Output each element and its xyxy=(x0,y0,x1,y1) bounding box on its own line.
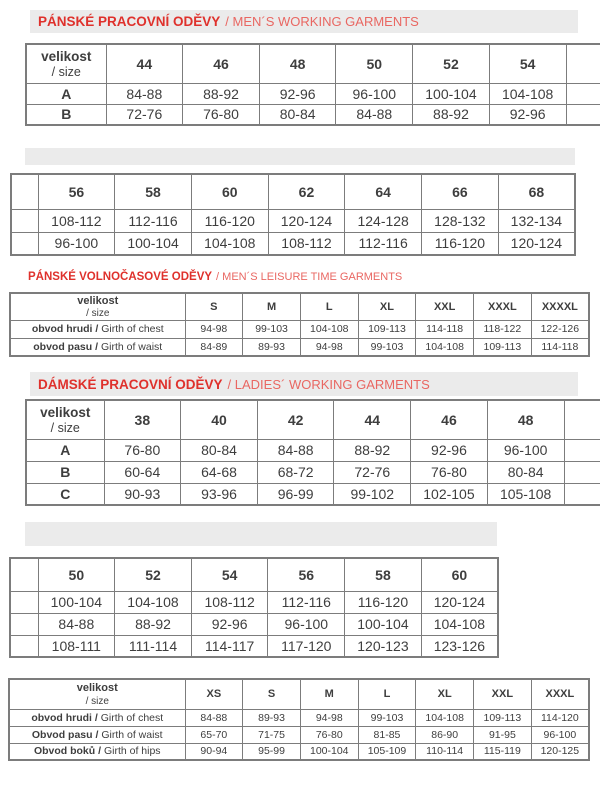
row-label-english: Girth of waist xyxy=(98,728,163,741)
table-cell: 118-122 xyxy=(474,320,532,338)
table-cell: 120-123 xyxy=(345,635,422,657)
table-cell: 88-92 xyxy=(334,439,411,461)
table-cell: XS xyxy=(185,679,243,709)
table-cell: 108-112 xyxy=(268,232,345,255)
table-cell: XXL xyxy=(416,293,474,320)
row-label xyxy=(10,338,185,356)
table-cell: 94-98 xyxy=(300,338,358,356)
row-label: B xyxy=(26,461,104,483)
table-cell: 109-113 xyxy=(474,338,532,356)
table-cell: 76-80 xyxy=(183,104,260,125)
table-cell: 88-92 xyxy=(413,104,490,125)
clipped-cell xyxy=(10,558,38,591)
table-cell: 58 xyxy=(115,174,192,209)
table-cell: 62 xyxy=(268,174,345,209)
table-cell: 100-104 xyxy=(38,591,115,613)
size-header-row xyxy=(26,400,600,439)
table-cell: 60 xyxy=(421,558,498,591)
table-cell: 104-108 xyxy=(300,320,358,338)
table-cell: 76-80 xyxy=(104,439,181,461)
ladies-working-table-part2 xyxy=(9,557,499,658)
ladies-working-table-part1-clip xyxy=(25,399,600,512)
table-cell: 95-99 xyxy=(243,743,301,760)
ladies-working-table-part1 xyxy=(25,399,600,506)
measurement-row-A xyxy=(26,439,600,461)
table-cell: 84-88 xyxy=(185,709,243,726)
table-cell: 104-108 xyxy=(191,232,268,255)
table-cell: 64-68 xyxy=(181,461,258,483)
table-cell: 65-70 xyxy=(185,726,243,743)
table-cell: 114-120 xyxy=(531,709,589,726)
table-cell: 108-111 xyxy=(38,635,115,657)
mens-leisure-table xyxy=(9,292,590,357)
table-cell: 46 xyxy=(411,400,488,439)
table-cell: 48 xyxy=(487,400,564,439)
table-cell: 88-92 xyxy=(115,613,192,635)
measurement-row-A xyxy=(26,83,600,104)
table-cell: XXXL xyxy=(474,293,532,320)
row-label-english: Girth of hips xyxy=(101,745,161,758)
clipped-cell xyxy=(564,400,600,439)
table-cell: 54 xyxy=(489,44,566,83)
table-cell: 90-93 xyxy=(104,483,181,505)
table-cell: 105-108 xyxy=(487,483,564,505)
mens-leisure-title-czech: PÁNSKÉ VOLNOČASOVÉ ODĚVY xyxy=(28,271,213,283)
clipped-cell xyxy=(10,591,38,613)
measurement-row-B xyxy=(10,613,498,635)
clipped-cell xyxy=(566,83,600,104)
measurement-row-B xyxy=(26,104,600,125)
table-cell: 38 xyxy=(104,400,181,439)
measurement-row-B xyxy=(11,232,575,255)
table-cell: 50 xyxy=(336,44,413,83)
size-header-row xyxy=(11,174,575,209)
girth-of-waist-row xyxy=(10,338,589,356)
table-cell: 64 xyxy=(345,174,422,209)
table-cell: 108-112 xyxy=(38,209,115,232)
table-cell: 46 xyxy=(183,44,260,83)
table-cell: 84-89 xyxy=(185,338,243,356)
size-label-czech: velikost xyxy=(40,404,91,420)
table-cell: 99-103 xyxy=(358,338,416,356)
table-cell: M xyxy=(243,293,301,320)
table-cell: 114-118 xyxy=(531,338,589,356)
row-label-czech: Obvod pasu / xyxy=(31,728,99,741)
table-cell: 112-116 xyxy=(345,232,422,255)
size-header-cell xyxy=(26,44,106,83)
row-label-english: Girth of waist xyxy=(98,341,163,354)
table-cell: 92-96 xyxy=(411,439,488,461)
row-label: A xyxy=(26,83,106,104)
table-cell: 76-80 xyxy=(411,461,488,483)
table-cell: 94-98 xyxy=(185,320,243,338)
mens-working-title-bar xyxy=(30,10,578,33)
table-cell: 109-113 xyxy=(358,320,416,338)
row-label xyxy=(9,726,185,743)
table-cell: 120-124 xyxy=(498,232,575,255)
table-cell: 114-117 xyxy=(191,635,268,657)
clipped-cell xyxy=(10,613,38,635)
table-cell: 117-120 xyxy=(268,635,345,657)
table-cell: 58 xyxy=(345,558,422,591)
clipped-cell xyxy=(11,232,38,255)
table-cell: 112-116 xyxy=(115,209,192,232)
table-cell: 42 xyxy=(257,400,334,439)
table-cell: 89-93 xyxy=(243,338,301,356)
table-cell: 92-96 xyxy=(489,104,566,125)
table-cell: 76-80 xyxy=(300,726,358,743)
girth-of-chest-row xyxy=(9,709,589,726)
girth-of-waist-row xyxy=(9,726,589,743)
row-label xyxy=(9,709,185,726)
table-cell: M xyxy=(300,679,358,709)
table-cell: 100-104 xyxy=(115,232,192,255)
table-cell: 110-114 xyxy=(416,743,474,760)
separator-bar xyxy=(25,148,575,165)
table-cell: S xyxy=(185,293,243,320)
table-cell: XL xyxy=(358,293,416,320)
table-cell: 96-100 xyxy=(268,613,345,635)
measurement-row-C xyxy=(10,635,498,657)
table-cell: 48 xyxy=(259,44,336,83)
size-header-cell xyxy=(9,679,185,709)
table-cell: 105-109 xyxy=(358,743,416,760)
table-cell: 40 xyxy=(181,400,258,439)
table-cell: 84-88 xyxy=(336,104,413,125)
mens-leisure-title-english: / MEN´S LEISURE TIME GARMENTS xyxy=(216,271,403,283)
size-header-cell xyxy=(26,400,104,439)
row-label-czech: Obvod boků / xyxy=(33,745,102,758)
table-cell: 104-108 xyxy=(489,83,566,104)
size-header-row xyxy=(10,558,498,591)
table-cell: 81-85 xyxy=(358,726,416,743)
clipped-cell xyxy=(11,174,38,209)
table-cell: 115-119 xyxy=(474,743,532,760)
table-cell: 96-100 xyxy=(487,439,564,461)
table-cell: 71-75 xyxy=(243,726,301,743)
table-cell: 68-72 xyxy=(257,461,334,483)
table-cell: 100-104 xyxy=(413,83,490,104)
table-cell: 86-90 xyxy=(416,726,474,743)
mens-working-table-part2 xyxy=(10,173,576,256)
table-cell: 54 xyxy=(191,558,268,591)
measurement-row-A xyxy=(11,209,575,232)
table-cell: XXXXL xyxy=(531,293,589,320)
table-cell: 92-96 xyxy=(191,613,268,635)
table-cell: 122-126 xyxy=(531,320,589,338)
size-label-czech: velikost xyxy=(76,682,118,695)
clipped-cell xyxy=(564,439,600,461)
ladies-working-title-bar xyxy=(30,372,578,396)
table-cell: 108-112 xyxy=(191,591,268,613)
table-cell: 60 xyxy=(191,174,268,209)
separator-bar xyxy=(25,522,497,546)
mens-working-table-part1-clip xyxy=(25,43,600,131)
table-cell: 120-125 xyxy=(531,743,589,760)
table-cell: 99-102 xyxy=(334,483,411,505)
mens-working-title-english: / MEN´S WORKING GARMENTS xyxy=(225,14,419,29)
table-cell: 123-126 xyxy=(421,635,498,657)
table-cell: 116-120 xyxy=(422,232,499,255)
size-label-czech: velikost xyxy=(41,48,92,64)
table-cell: 56 xyxy=(268,558,345,591)
measurement-row-C xyxy=(26,483,600,505)
table-cell: 96-100 xyxy=(38,232,115,255)
row-label-english: Girth of chest xyxy=(97,711,164,724)
table-cell: XL xyxy=(416,679,474,709)
clipped-cell xyxy=(566,104,600,125)
table-cell: 109-113 xyxy=(474,709,532,726)
table-cell: S xyxy=(243,679,301,709)
table-cell: 80-84 xyxy=(181,439,258,461)
ladies-sizes-table xyxy=(8,678,590,761)
table-cell: 114-118 xyxy=(416,320,474,338)
table-cell: 99-103 xyxy=(243,320,301,338)
table-cell: 72-76 xyxy=(106,104,183,125)
table-cell: 50 xyxy=(38,558,115,591)
table-cell: 84-88 xyxy=(106,83,183,104)
table-cell: 116-120 xyxy=(191,209,268,232)
table-cell: 60-64 xyxy=(104,461,181,483)
table-cell: XXL xyxy=(474,679,532,709)
table-cell: 94-98 xyxy=(300,709,358,726)
table-cell: 66 xyxy=(422,174,499,209)
table-cell: 104-108 xyxy=(416,709,474,726)
size-label-english: / size xyxy=(50,421,80,436)
table-cell: 104-108 xyxy=(416,338,474,356)
table-cell: 52 xyxy=(413,44,490,83)
table-cell: 132-134 xyxy=(498,209,575,232)
table-cell: 96-100 xyxy=(531,726,589,743)
table-cell: L xyxy=(358,679,416,709)
row-label-czech: obvod hrudi / xyxy=(31,711,98,724)
measurement-row-B xyxy=(26,461,600,483)
row-label-czech: obvod hrudi / xyxy=(31,323,99,336)
table-cell: 80-84 xyxy=(487,461,564,483)
table-cell: 89-93 xyxy=(243,709,301,726)
table-cell: 111-114 xyxy=(115,635,192,657)
ladies-working-title-czech: DÁMSKÉ PRACOVNÍ ODĚVY xyxy=(38,376,223,392)
table-cell: 93-96 xyxy=(181,483,258,505)
table-cell: 80-84 xyxy=(259,104,336,125)
table-cell: XXXL xyxy=(531,679,589,709)
table-cell: 128-132 xyxy=(422,209,499,232)
size-label-czech: velikost xyxy=(77,295,119,307)
table-cell: 100-104 xyxy=(345,613,422,635)
row-label-czech: obvod pasu / xyxy=(33,341,99,354)
table-cell: 102-105 xyxy=(411,483,488,505)
table-cell: 52 xyxy=(115,558,192,591)
row-label: A xyxy=(26,439,104,461)
table-cell: 120-124 xyxy=(268,209,345,232)
table-cell: 100-104 xyxy=(300,743,358,760)
clipped-cell xyxy=(10,635,38,657)
table-cell: 44 xyxy=(334,400,411,439)
table-cell: 112-116 xyxy=(268,591,345,613)
table-cell: 92-96 xyxy=(259,83,336,104)
clipped-cell xyxy=(564,461,600,483)
table-cell: 90-94 xyxy=(185,743,243,760)
table-cell: 84-88 xyxy=(257,439,334,461)
table-cell: 91-95 xyxy=(474,726,532,743)
row-label xyxy=(10,320,185,338)
ladies-working-title-english: / LADIES´ WORKING GARMENTS xyxy=(227,376,430,392)
girth-of-chest-row xyxy=(10,320,589,338)
table-cell: 124-128 xyxy=(345,209,422,232)
table-cell: 96-100 xyxy=(336,83,413,104)
mens-leisure-title xyxy=(28,270,402,284)
row-label: B xyxy=(26,104,106,125)
row-label-english: Girth of chest xyxy=(98,323,164,336)
table-cell: 84-88 xyxy=(38,613,115,635)
clipped-cell xyxy=(566,44,600,83)
size-header-row xyxy=(9,679,589,709)
clipped-cell xyxy=(11,209,38,232)
size-label-english: / size xyxy=(85,695,109,707)
mens-working-table-part1 xyxy=(25,43,600,126)
table-cell: 96-99 xyxy=(257,483,334,505)
table-cell: 99-103 xyxy=(358,709,416,726)
size-label-english: / size xyxy=(86,308,110,320)
size-label-english: / size xyxy=(51,65,81,80)
table-cell: 88-92 xyxy=(183,83,260,104)
row-label: C xyxy=(26,483,104,505)
table-cell: 44 xyxy=(106,44,183,83)
table-cell: 116-120 xyxy=(345,591,422,613)
size-header-row xyxy=(26,44,600,83)
size-header-row xyxy=(10,293,589,320)
table-cell: 56 xyxy=(38,174,115,209)
table-cell: L xyxy=(300,293,358,320)
girth-of-hips-row xyxy=(9,743,589,760)
table-cell: 68 xyxy=(498,174,575,209)
table-cell: 104-108 xyxy=(421,613,498,635)
clipped-cell xyxy=(564,483,600,505)
table-cell: 104-108 xyxy=(115,591,192,613)
table-cell: 72-76 xyxy=(334,461,411,483)
row-label xyxy=(9,743,185,760)
measurement-row-A xyxy=(10,591,498,613)
mens-working-title-czech: PÁNSKÉ PRACOVNÍ ODĚVY xyxy=(38,14,221,29)
size-header-cell xyxy=(10,293,185,320)
table-cell: 120-124 xyxy=(421,591,498,613)
